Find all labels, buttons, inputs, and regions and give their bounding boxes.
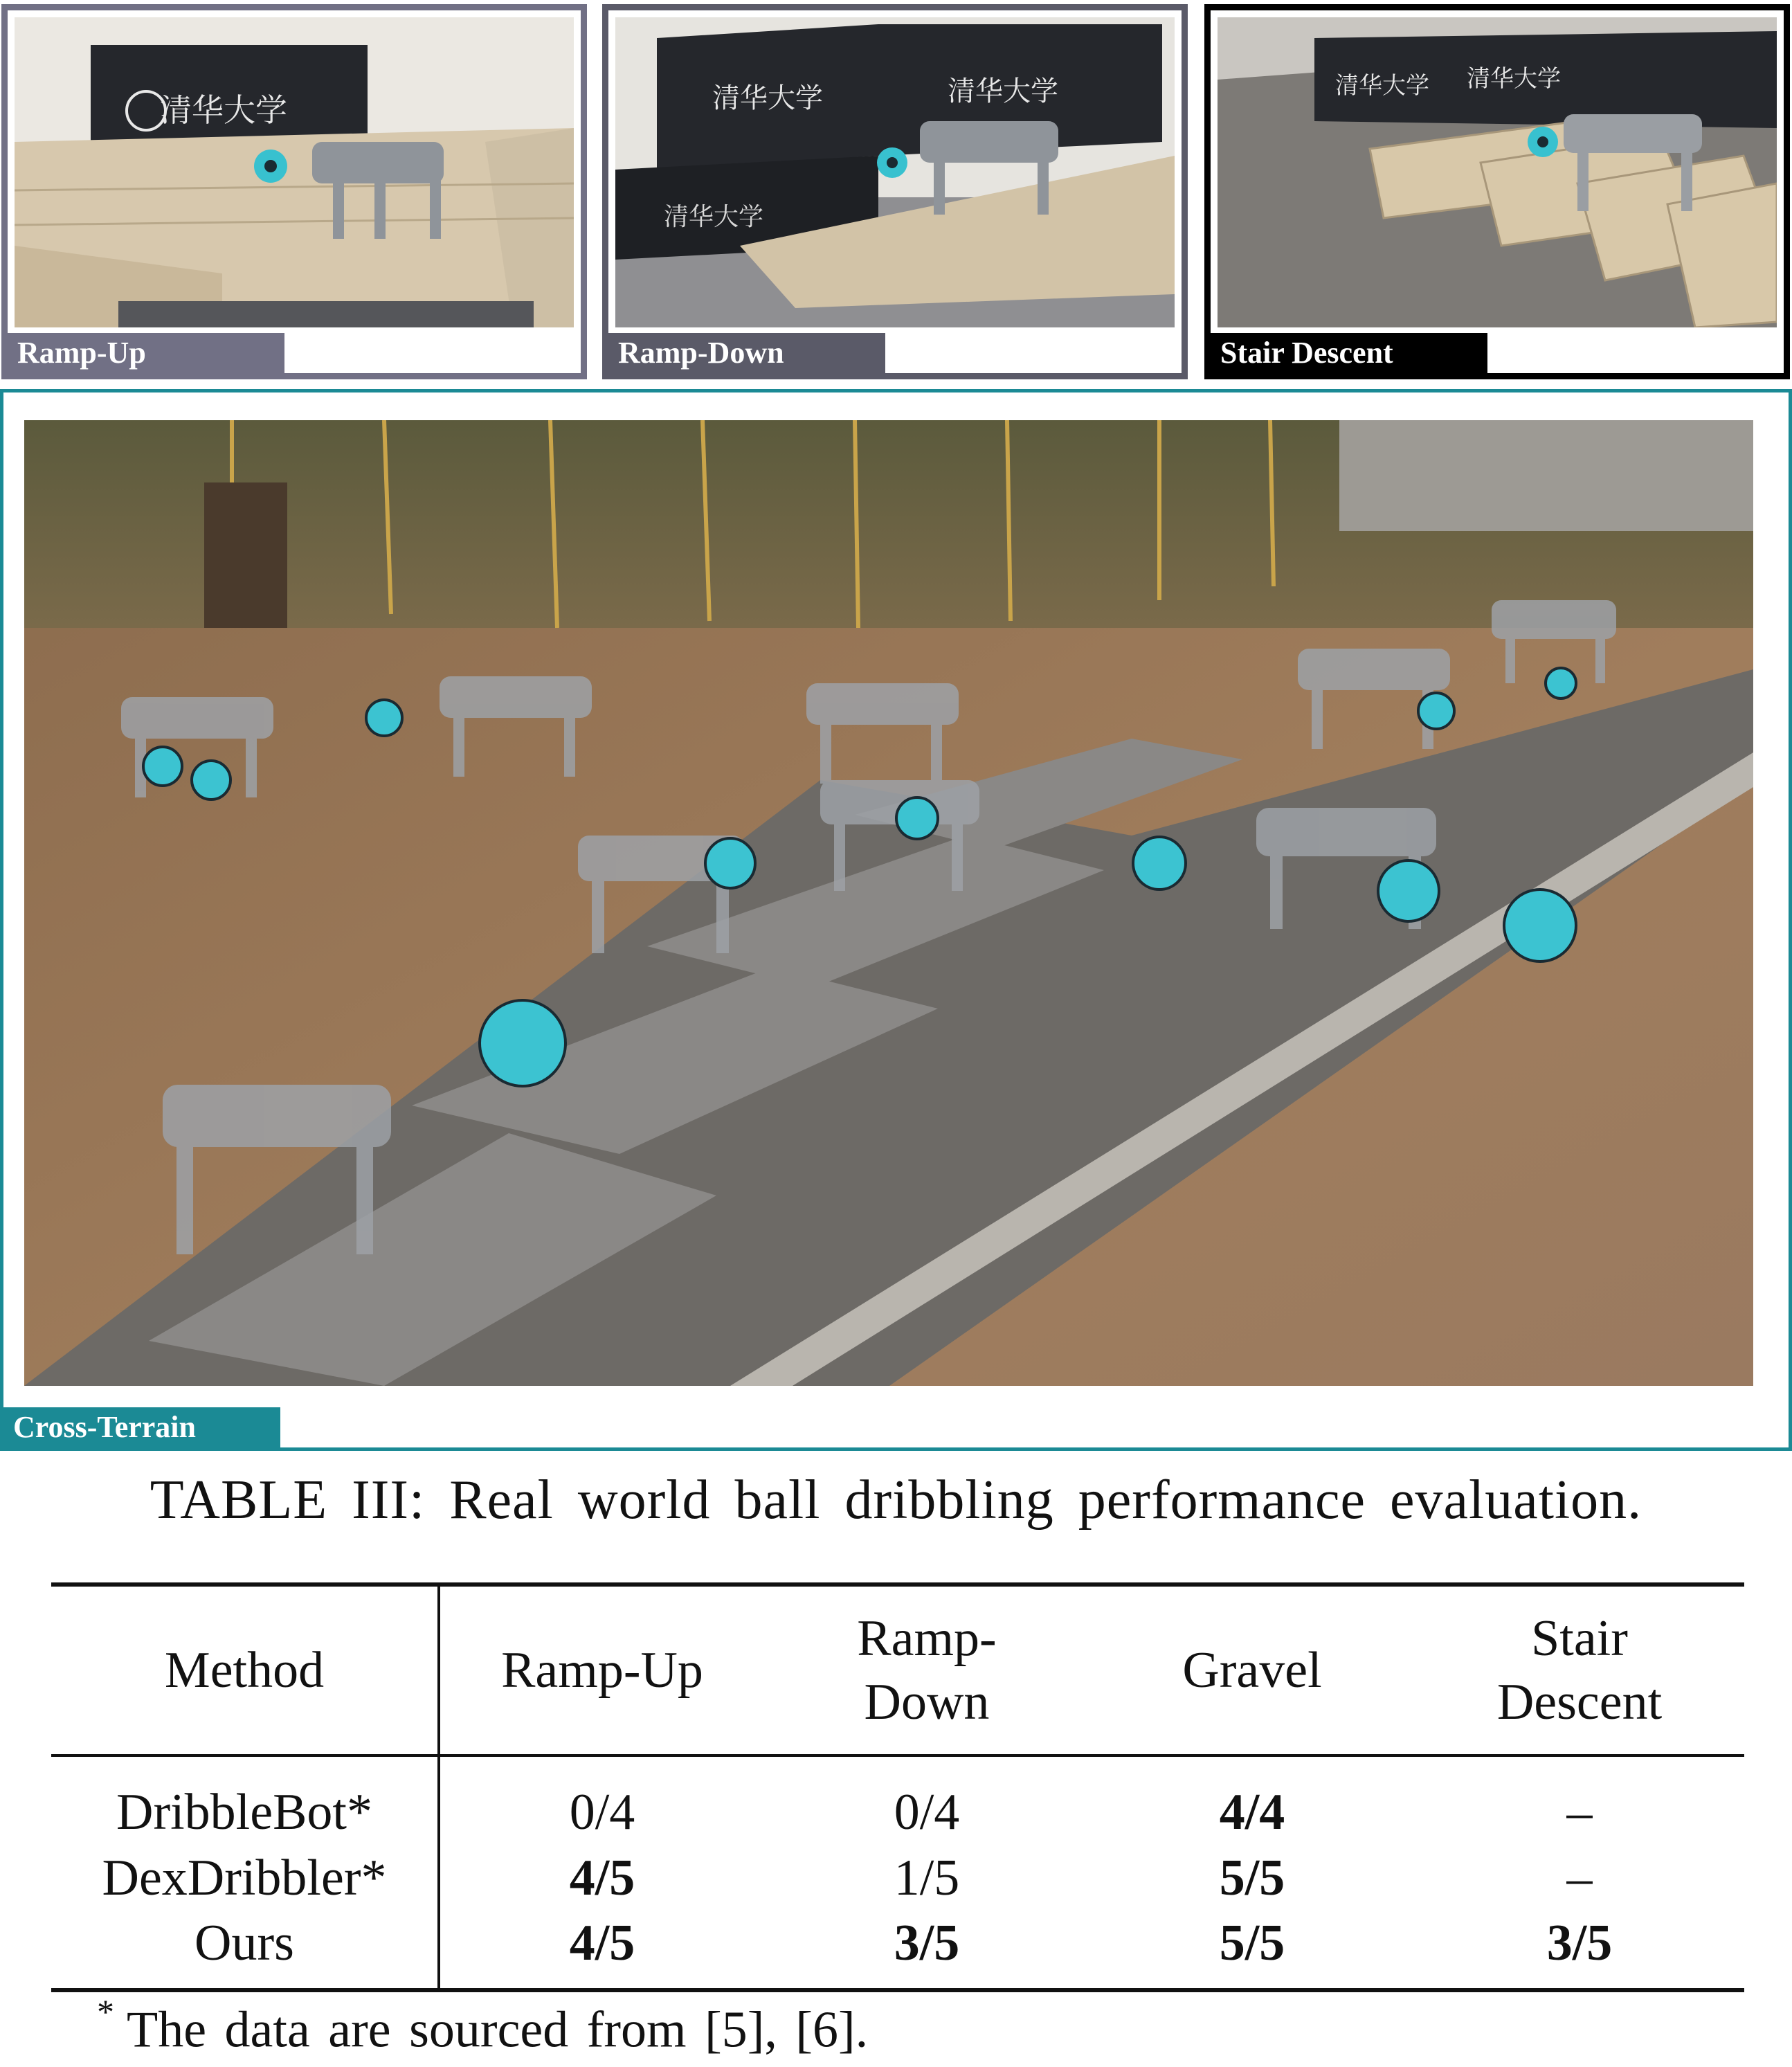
logo-text: 清华大学: [948, 75, 1058, 107]
ramp-up-panel: [1, 4, 587, 379]
method-cell: Ours: [51, 1911, 439, 1990]
result-cell: 4/5: [569, 1915, 635, 1971]
table-row: [51, 1755, 1744, 1845]
stair-descent-panel: [1204, 4, 1790, 379]
logo-text: 清华大学: [664, 203, 764, 231]
panel-label: Ramp-Up: [8, 333, 284, 373]
result-cell: 5/5: [1219, 1915, 1285, 1971]
column-header-gravel: Gravel: [1182, 1641, 1322, 1699]
column-header-ramp-up: Ramp-Up: [501, 1641, 703, 1699]
panel-label: Stair Descent: [1211, 333, 1487, 373]
cross-terrain-panel: [0, 389, 1792, 1451]
soccer-ball-icon: [143, 747, 182, 786]
header-line: Descent: [1496, 1674, 1663, 1731]
result-cell: 1/5: [894, 1849, 960, 1906]
column-header-ramp-down: [764, 1585, 1089, 1755]
result-cell: 3/5: [1546, 1915, 1613, 1971]
result-cell: 4/4: [1219, 1784, 1285, 1841]
ramp-down-scene: [615, 17, 1175, 327]
footnote-mark: *: [97, 1992, 114, 2031]
logo-text: 清华大学: [712, 82, 823, 114]
table-header-row: [51, 1585, 1744, 1755]
performance-table: [51, 1582, 1744, 1992]
logo-text: 清华大学: [160, 91, 287, 129]
result-cell: 0/4: [569, 1784, 635, 1841]
ramp-down-panel: [602, 4, 1188, 379]
soccer-ball-icon: [1418, 693, 1454, 729]
soccer-ball-icon: [705, 838, 755, 888]
soccer-ball-icon: [1546, 668, 1576, 698]
header-line: Stair: [1531, 1609, 1628, 1667]
soccer-ball-icon: [192, 761, 230, 800]
stair-descent-scene: [1218, 17, 1777, 327]
footnote-text: The data are sourced from [5], [6].: [127, 2001, 869, 2059]
ramp-up-scene: [15, 17, 574, 327]
header-line: Down: [864, 1674, 990, 1731]
ramp-down-photo: [615, 17, 1175, 327]
table-row: [51, 1911, 1744, 1990]
soccer-ball-icon: [366, 700, 402, 736]
result-cell: 4/5: [569, 1849, 635, 1906]
soccer-ball-icon: [1504, 890, 1576, 962]
logo-text: 清华大学: [1335, 72, 1429, 100]
table-row: [51, 1845, 1744, 1911]
method-cell: DribbleBot*: [51, 1755, 439, 1845]
result-cell: –: [1566, 1849, 1593, 1906]
table-footnote: [97, 1992, 869, 2060]
result-cell: 0/4: [894, 1784, 960, 1841]
result-cell: 5/5: [1219, 1849, 1285, 1906]
soccer-ball-icon: [1133, 837, 1186, 890]
stair-descent-photo: [1218, 17, 1777, 327]
method-cell: DexDribbler*: [51, 1845, 439, 1911]
soccer-ball-icon: [896, 797, 938, 839]
soccer-ball-icon: [1378, 860, 1439, 921]
tree-trunk: [204, 482, 287, 628]
column-header-stair-descent: [1415, 1585, 1744, 1755]
table-caption: TABLE III: Real world ball dribbling performance evaluation.: [150, 1470, 1642, 1531]
result-cell: –: [1566, 1784, 1593, 1841]
logo-text: 清华大学: [1467, 65, 1561, 93]
result-cell: 3/5: [894, 1915, 960, 1971]
soccer-ball-icon: [480, 1000, 565, 1086]
ramp-up-photo: [15, 17, 574, 327]
cross-terrain-scene: [24, 420, 1753, 1386]
column-header-method: Method: [51, 1585, 439, 1755]
panel-label: Cross-Terrain: [3, 1407, 280, 1447]
panel-label: Ramp-Down: [608, 333, 885, 373]
header-line: Ramp-: [857, 1609, 997, 1667]
cross-terrain-photo: [24, 420, 1753, 1386]
